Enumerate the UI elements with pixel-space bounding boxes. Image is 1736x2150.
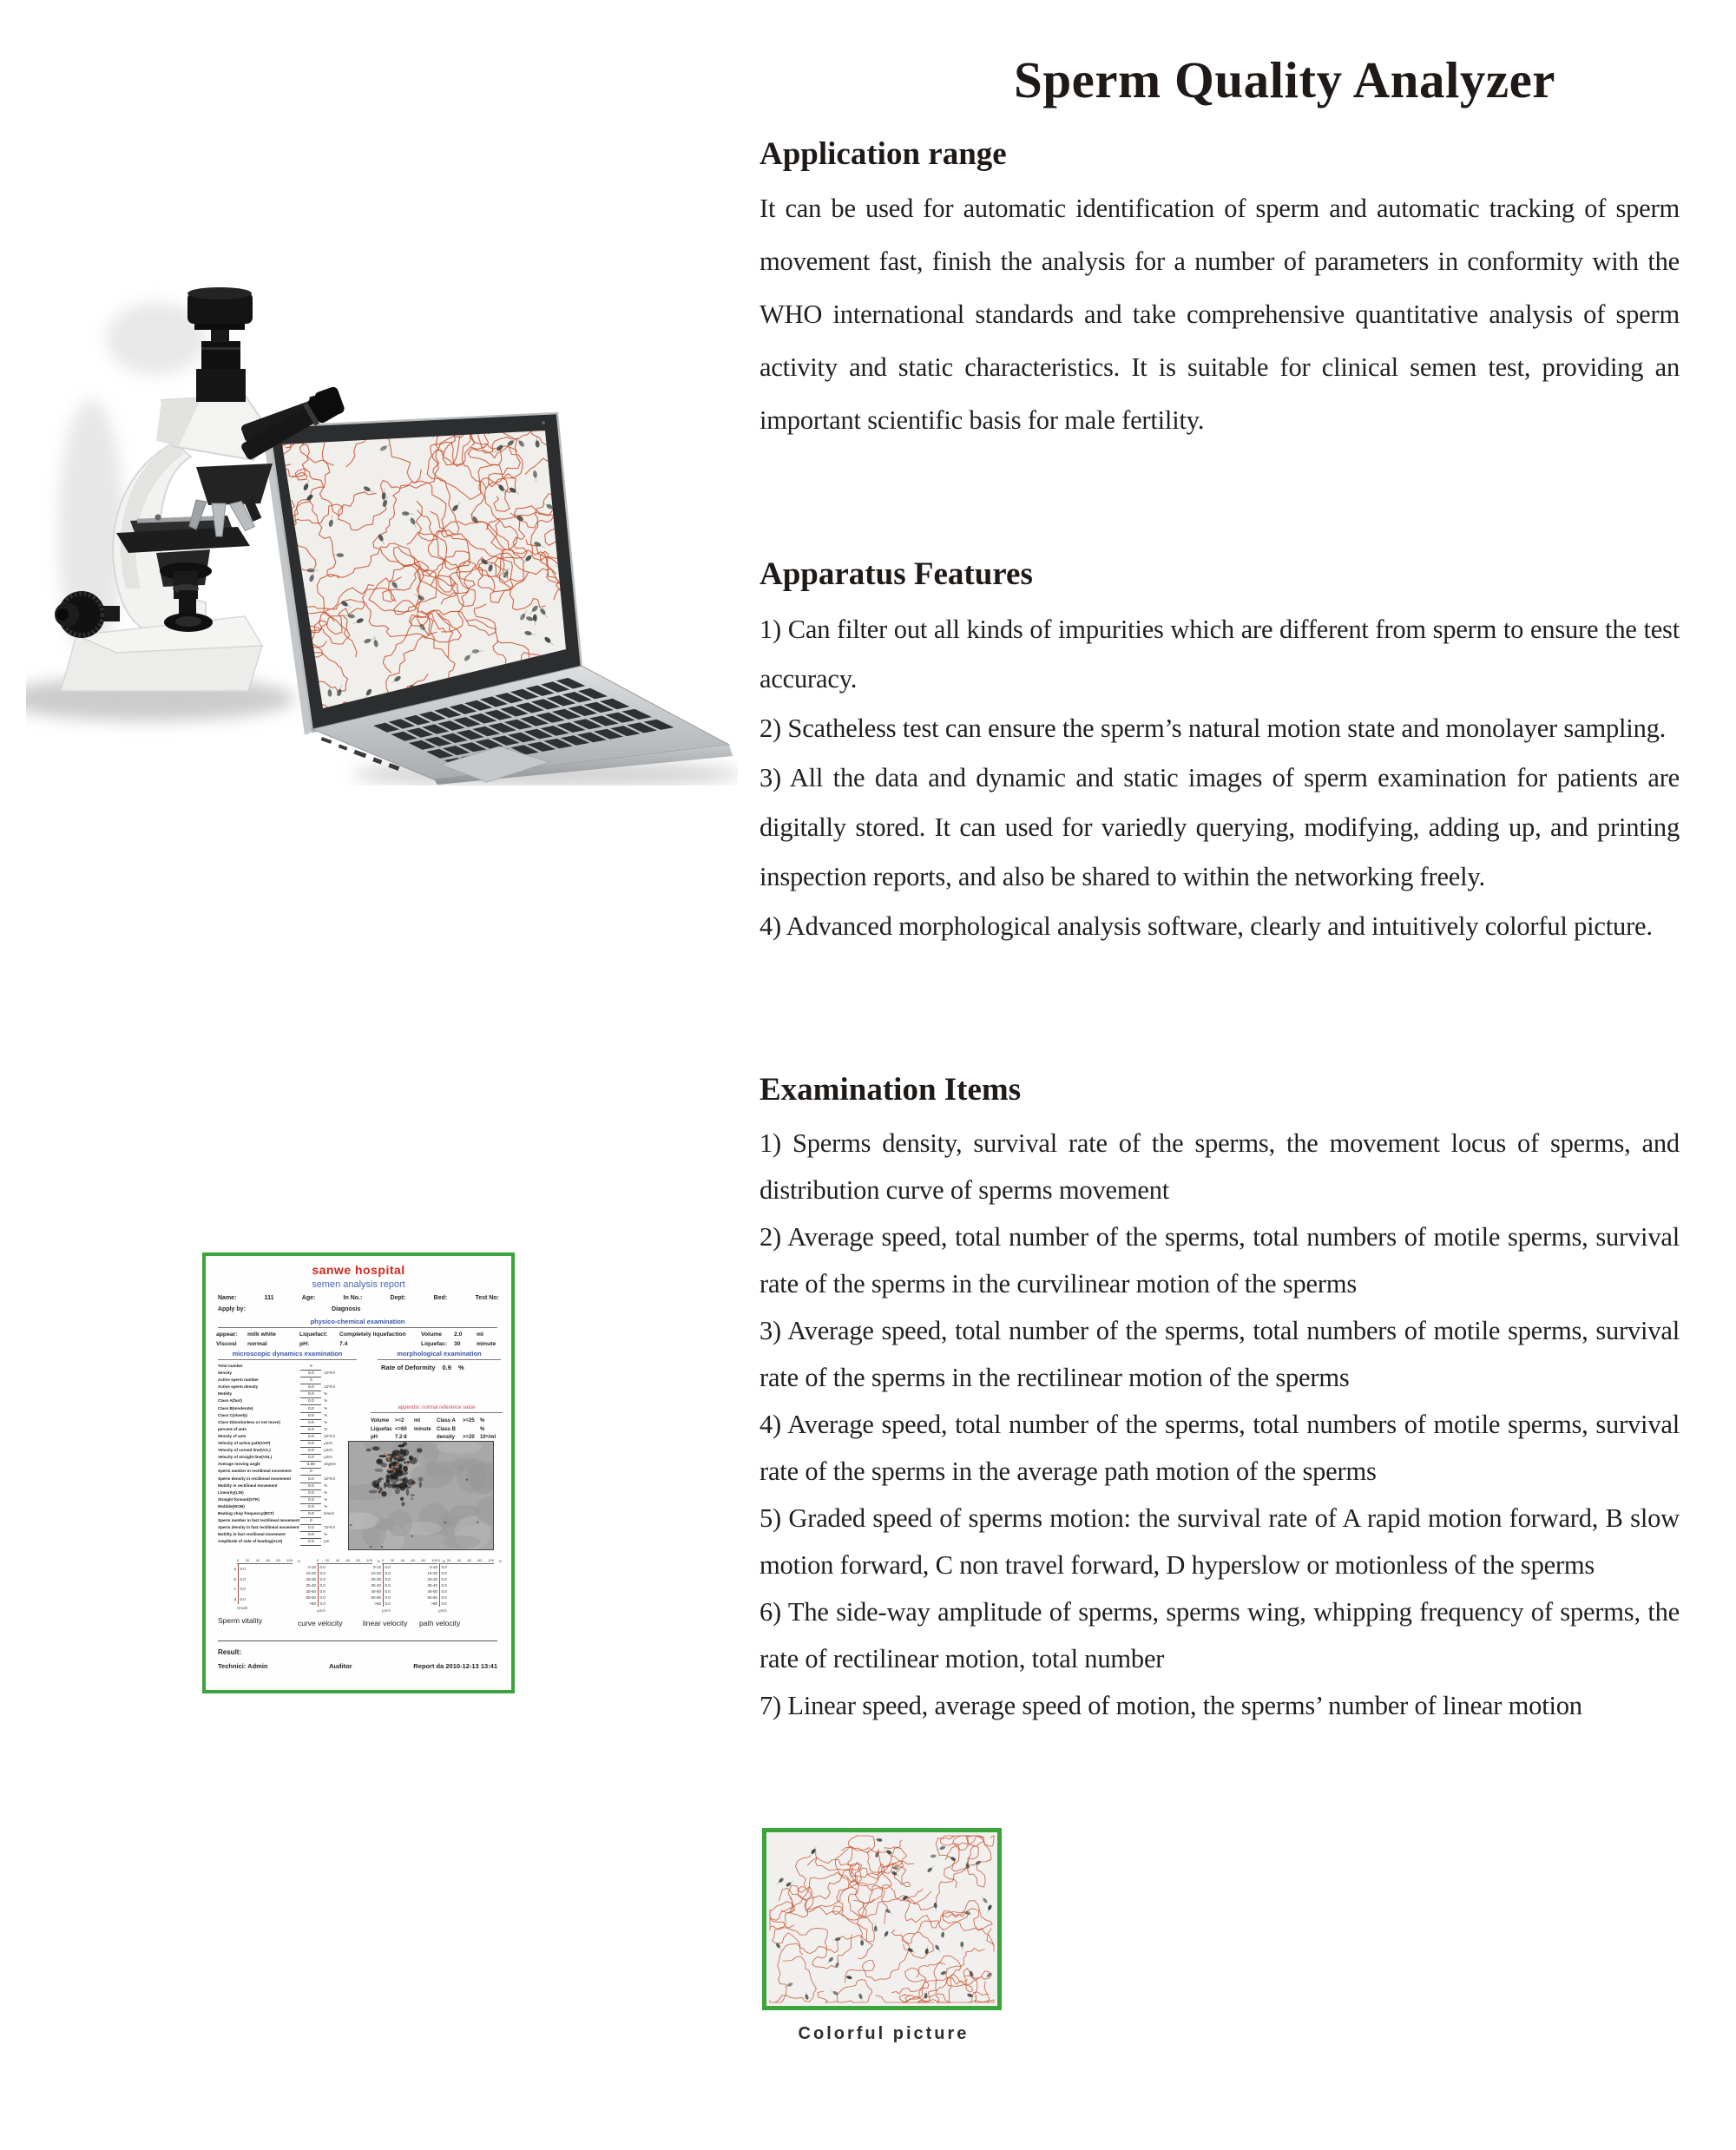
chart-unit: μm/s	[438, 1608, 447, 1613]
field: 7.2-8	[395, 1435, 407, 1440]
list-item: 3) Average speed, total number of the sperms, total numbers of motile sperms, survival rate of the sperms in the rectilinear motion of the sperms	[760, 1316, 1680, 1392]
param-value: 0.0	[300, 1526, 321, 1532]
chart-row-label: 10-20	[298, 1570, 319, 1576]
reference-row	[371, 1417, 504, 1426]
field: 7.4	[339, 1341, 348, 1347]
param-row	[218, 1483, 350, 1490]
field: 30	[454, 1341, 461, 1347]
param-unit: μm/s	[324, 1455, 332, 1460]
axis-tick: 40	[457, 1558, 462, 1562]
param-row	[218, 1441, 350, 1448]
sperm-tracks-image	[766, 1832, 997, 2006]
chart-row-value: 0.0	[441, 1577, 447, 1581]
param-value: 0.0	[300, 1477, 321, 1483]
chart-row-label: >60	[419, 1601, 440, 1607]
list-item: 6) The side-way amplitude of sperms, sperms wing, whipping frequency of sperms, the rate of rectilinear motion, total number	[760, 1597, 1680, 1673]
chart-row-value: 0.0	[385, 1565, 391, 1569]
axis-unit: %	[297, 1559, 300, 1563]
page-title: Sperm Quality Analyzer	[1014, 51, 1555, 108]
field: >=20	[463, 1435, 475, 1440]
field: minute	[477, 1341, 496, 1347]
chart-row-value: 0.0	[385, 1583, 391, 1588]
param-label: percent of ants	[218, 1426, 247, 1431]
axis-tick: 60	[345, 1558, 350, 1562]
field: Volume	[371, 1418, 390, 1423]
param-value: 0.0	[300, 1392, 321, 1398]
axis-unit: %	[442, 1559, 445, 1563]
param-row	[218, 1371, 350, 1377]
chart-row-label: 40-50	[298, 1588, 319, 1594]
chart-row-value: 0.0	[385, 1601, 391, 1606]
param-label: Sperm number in rectilineal movement	[218, 1469, 292, 1474]
reference-row	[371, 1426, 504, 1435]
axis-tick: 80	[276, 1558, 280, 1562]
field: Report da 2010-12-13 13:41	[413, 1662, 497, 1670]
param-label: Motility in rectilineal movement	[218, 1483, 278, 1488]
chart-row	[419, 1570, 499, 1576]
field: <=60	[395, 1426, 407, 1432]
param-label: Beating chop frequency(BCF)	[218, 1510, 274, 1516]
param-unit: time/s	[324, 1510, 334, 1516]
field: >=25	[463, 1418, 475, 1423]
report-header-fields	[218, 1295, 499, 1301]
chart-row-label: 0-10	[419, 1564, 440, 1570]
field: Viscosi	[216, 1341, 237, 1347]
chart-row	[218, 1564, 298, 1575]
param-row	[218, 1490, 350, 1497]
param-row	[218, 1476, 350, 1483]
chart-row-value: 0.0	[240, 1576, 246, 1581]
application-range-text: It can be used for automatic identification of sperm and automatic tracking of sperm movement fast, finish the analysis for a number of parameters in conformity with the WHO international standards and take comprehensive quantitative analysis of sperm activity and static characteristics. It is suitable for clinical semen test, providing an important scientific basis for male fertility.	[760, 194, 1680, 435]
param-value: 0	[300, 1364, 321, 1371]
field: Liquefac:	[421, 1341, 448, 1347]
axis-tick: 20	[390, 1558, 395, 1562]
param-unit: %	[324, 1532, 328, 1537]
list-item: 7) Linear speed, average speed of motion, the sperms’ number of linear motion	[760, 1691, 1582, 1720]
chart-title: Sperm vitality	[218, 1616, 263, 1625]
examination-items-list	[760, 1120, 1680, 1729]
param-value: 0	[300, 1469, 321, 1476]
param-row	[218, 1420, 350, 1427]
axis-tick: 80	[477, 1558, 482, 1562]
apparatus-features-heading: Apparatus Features	[760, 556, 1033, 592]
chart-unit: μm/s	[317, 1608, 326, 1613]
param-unit: degree	[324, 1462, 336, 1467]
field: 2.0	[454, 1331, 463, 1338]
param-row	[218, 1384, 350, 1391]
chart-row-value: 0.0	[319, 1595, 326, 1600]
deformity-label: Rate of Deformity	[381, 1364, 436, 1371]
field: Bed:	[433, 1295, 448, 1301]
field: Test No:	[475, 1295, 499, 1301]
field: Age:	[301, 1295, 316, 1301]
param-unit: μm	[324, 1539, 330, 1544]
chart-row	[218, 1584, 298, 1594]
chart-row	[218, 1575, 298, 1585]
param-value: 0.0	[300, 1533, 321, 1539]
field: Name:	[218, 1295, 237, 1301]
chart-row-value: 0.0	[240, 1567, 246, 1571]
param-value: 0.0	[300, 1442, 321, 1448]
field: %	[480, 1426, 485, 1432]
field: Class A	[437, 1418, 456, 1423]
field: In No.:	[343, 1295, 363, 1301]
param-row	[218, 1377, 350, 1384]
param-row	[218, 1406, 350, 1413]
field	[463, 1426, 480, 1435]
axis-tick: 80	[356, 1558, 360, 1562]
field: 111	[264, 1295, 274, 1301]
axis-tick: 80	[421, 1558, 425, 1562]
laptop	[262, 413, 733, 785]
axis-tick: 40	[335, 1558, 340, 1562]
param-unit: 10⁶/ml	[324, 1371, 335, 1376]
chart-axis	[438, 1558, 502, 1564]
axis-tick: 0	[237, 1558, 240, 1562]
chart-row-value: 0.0	[441, 1589, 447, 1594]
param-value: 0.0	[300, 1484, 321, 1490]
param-row	[218, 1448, 350, 1455]
param-row	[218, 1532, 350, 1539]
param-row	[218, 1434, 350, 1441]
field: Auditor	[329, 1662, 352, 1670]
microscope-laptop-image	[26, 243, 738, 786]
param-row	[218, 1413, 350, 1420]
report-subtitle: semen analysis report	[312, 1279, 405, 1290]
chart-row-label: 0-10	[363, 1564, 384, 1570]
param-label: density of ants	[218, 1433, 247, 1438]
axis-tick: 40	[255, 1558, 260, 1562]
chart-row-label: 20-30	[363, 1576, 384, 1582]
param-label: Class D(motionless or not move)	[218, 1419, 280, 1424]
param-unit: %	[324, 1419, 328, 1424]
chart-row-label: 50-60	[363, 1594, 384, 1601]
apply-by-label: Apply by:	[218, 1306, 246, 1312]
param-value: 0.0	[300, 1399, 321, 1405]
param-unit: %	[324, 1391, 328, 1397]
param-label: Velocity of active path(VAP)	[218, 1441, 271, 1446]
colorful-picture-caption: Colorful picture	[798, 2024, 970, 2043]
axis-tick: 100	[286, 1558, 293, 1562]
param-unit: 10⁶/ml	[324, 1525, 335, 1530]
chart-row-label: 50-60	[298, 1594, 319, 1601]
result-label: Result:	[218, 1648, 242, 1656]
field: ml	[477, 1331, 483, 1338]
chart-row-value: 0.0	[319, 1565, 326, 1569]
param-unit: %	[324, 1405, 328, 1410]
chart-title: linear velocity	[363, 1619, 408, 1627]
list-item: 2) Scatheless test can ensure the sperm’s natural motion state and monolayer sampling.	[760, 713, 1667, 743]
chart-row-value: 0.0	[385, 1571, 391, 1575]
field: Class B	[437, 1426, 457, 1432]
axis-tick: 100	[366, 1558, 372, 1562]
chart-row-label: a	[218, 1564, 239, 1575]
field: minute	[414, 1426, 431, 1432]
axis-tick: 60	[467, 1558, 471, 1562]
param-value: 0.00	[300, 1463, 321, 1469]
chart-row-value: 0.0	[441, 1595, 447, 1600]
chart-row	[419, 1564, 499, 1570]
field: Liquefac	[371, 1426, 392, 1432]
chart-axis	[237, 1558, 300, 1564]
reference-values	[371, 1417, 504, 1443]
param-unit: %	[324, 1496, 328, 1502]
chart-row-label: 20-30	[298, 1576, 319, 1582]
param-value: 0.0	[300, 1505, 321, 1511]
param-label: Motility	[218, 1391, 233, 1397]
axis-tick: 0	[438, 1558, 441, 1562]
chart-row-label: b	[218, 1575, 239, 1585]
axis-unit: %	[377, 1559, 380, 1563]
chart-row	[419, 1601, 499, 1607]
microscopic-section-title: microscopic dynamics examination	[218, 1350, 357, 1360]
morphological-section-title: morphological examination	[378, 1350, 501, 1360]
param-label: Total number	[218, 1364, 243, 1368]
field: ml	[414, 1418, 421, 1423]
param-label: Velocity of curved line(VCL)	[218, 1448, 271, 1453]
diagnosis-label: Diagnosis	[332, 1306, 361, 1312]
chart-unit: μm/s	[382, 1608, 391, 1613]
axis-tick: 60	[266, 1558, 270, 1562]
chart-row-value: 0.0	[385, 1577, 391, 1581]
param-row	[218, 1364, 350, 1371]
param-label: Velocity of straight line(VSL)	[218, 1455, 273, 1460]
chart-row-value: 0.0	[319, 1571, 326, 1575]
axis-tick: 60	[411, 1558, 415, 1562]
field: Dept:	[390, 1295, 406, 1301]
param-value: 0.0	[300, 1371, 321, 1377]
param-row	[218, 1525, 350, 1532]
param-label: Sperm number in fast rectilineal movement	[218, 1518, 300, 1523]
chart-title: curve velocity	[298, 1619, 343, 1627]
axis-tick: 100	[431, 1558, 437, 1562]
microscopy-thumbnail-image	[348, 1441, 494, 1550]
param-label: Straight forward(STR)	[218, 1496, 260, 1502]
param-row	[218, 1504, 350, 1511]
chart-row-label: c	[218, 1584, 239, 1594]
param-value: 0	[300, 1378, 321, 1384]
param-value: 0.0	[300, 1540, 321, 1546]
chart-row-value: 0.0	[441, 1571, 447, 1575]
list-item: 3) All the data and dynamic and static images of sperm examination for patients are digitally stored. It can used for variedly querying, modifying, adding up, and printing inspection reports, and also be shared to within the networking freely.	[760, 763, 1680, 891]
webcam-icon	[542, 421, 545, 424]
param-row	[218, 1497, 350, 1504]
report-apply-row	[218, 1306, 499, 1312]
param-value: 0.0	[300, 1435, 321, 1441]
deformity-value: 0.9	[442, 1364, 451, 1371]
mini-chart	[218, 1558, 298, 1625]
chart-row-value: 0.0	[385, 1595, 391, 1600]
param-label: Linearity(LIN)	[218, 1489, 244, 1495]
param-label: Class C(slowly)	[218, 1412, 247, 1417]
param-unit: %	[324, 1489, 328, 1495]
application-range-heading: Application range	[760, 136, 1007, 172]
mini-chart	[419, 1558, 502, 1627]
param-unit: 10⁶/ml	[324, 1384, 335, 1390]
chart-unit: Grade	[237, 1606, 248, 1610]
param-value: 0.0	[300, 1491, 321, 1497]
axis-tick: 20	[446, 1558, 451, 1562]
axis-tick: 20	[245, 1558, 250, 1562]
param-label: Average moving angle	[218, 1462, 260, 1467]
field: >=2	[395, 1418, 404, 1423]
list-item: 4) Advanced morphological analysis software, clearly and intuitively colorful picture.	[760, 911, 1653, 941]
param-value: 0.0	[300, 1414, 321, 1420]
chart-row-label: d	[218, 1594, 239, 1605]
field: Liquefact:	[299, 1331, 328, 1338]
param-label: density	[218, 1371, 233, 1376]
param-label: Active sperm number	[218, 1377, 259, 1383]
param-row	[218, 1455, 350, 1462]
param-unit: %	[324, 1426, 328, 1431]
field: %	[480, 1418, 485, 1423]
param-unit: %	[324, 1412, 328, 1417]
field: Technici: Admin	[218, 1662, 268, 1670]
chart-row	[419, 1576, 499, 1582]
axis-unit: %	[498, 1559, 502, 1563]
axis-tick: 100	[488, 1558, 494, 1562]
axis-tick: 40	[400, 1558, 405, 1562]
divider	[218, 1640, 497, 1641]
param-label: Active sperm density	[218, 1384, 259, 1390]
param-value: 0	[300, 1519, 321, 1525]
axis-tick: 20	[325, 1558, 330, 1562]
param-unit: %	[324, 1483, 328, 1488]
chart-row	[419, 1594, 499, 1601]
param-value: 0.0	[300, 1456, 321, 1462]
report-signers	[218, 1662, 497, 1670]
param-value: 0.0	[300, 1498, 321, 1504]
chart-row	[419, 1582, 499, 1588]
field: milk white	[247, 1331, 276, 1338]
param-unit: %	[324, 1398, 328, 1404]
chart-row-label: 30-40	[419, 1582, 440, 1588]
field: normal	[247, 1341, 267, 1347]
list-item: 5) Graded speed of sperms motion: the survival rate of A rapid motion forward, B slow motion forward, C non travel forward, D hyperslow or motionless of the sperms	[760, 1503, 1680, 1580]
param-value: 0.0	[300, 1407, 321, 1413]
param-label: Class A(fast)	[218, 1398, 242, 1404]
chart-row-label: 20-30	[419, 1576, 440, 1582]
param-label: Class B(moderate)	[218, 1405, 253, 1410]
chart-row-label: >60	[363, 1601, 384, 1607]
param-unit: 10⁶/ml	[324, 1476, 335, 1481]
axis-tick: 0	[317, 1558, 319, 1562]
list-item: 1) Can filter out all kinds of impurities which are different from sperm to ensure the test accuracy.	[760, 615, 1680, 694]
chart-row-label: 40-50	[363, 1588, 384, 1594]
chart-row-value: 0.0	[319, 1589, 326, 1594]
list-item: 2) Average speed, total number of the sperms, total numbers of motile sperms, survival rate of the sperms in the curvilinear motion of the sperms	[760, 1222, 1680, 1299]
appendix-title: appendix: normal reference value	[371, 1405, 503, 1413]
param-unit: 10⁶/ml	[324, 1433, 335, 1438]
examination-items-heading: Examination Items	[760, 1072, 1022, 1108]
param-value: 0.0	[300, 1449, 321, 1455]
deformity-unit: %	[457, 1364, 464, 1371]
phys-row	[216, 1339, 501, 1349]
param-value: 0.0	[300, 1385, 321, 1391]
param-row	[218, 1469, 350, 1476]
chart-row-label: 30-40	[298, 1582, 319, 1588]
apparatus-features-list	[760, 605, 1680, 951]
chart-row-value: 0.0	[319, 1601, 326, 1606]
field: density	[437, 1435, 456, 1440]
field: Completely liquefaction	[339, 1331, 406, 1338]
chart-row-value: 0.0	[319, 1583, 326, 1588]
list-item: 4) Average speed, total number of the sperms, total numbers of motile sperms, survival rate of the sperms in the average path motion of the sperms	[760, 1410, 1680, 1486]
field: pH	[371, 1435, 378, 1440]
physico-chemical-section-title: physico-chemical examination	[218, 1318, 497, 1328]
axis-tick: 0	[382, 1558, 385, 1562]
chart-row-value: 0.0	[441, 1583, 447, 1588]
chart-row-value: 0.0	[240, 1587, 246, 1591]
param-unit: μm/s	[324, 1448, 332, 1453]
field: appear:	[216, 1331, 238, 1338]
chart-row-value: 0.0	[385, 1589, 391, 1594]
param-row	[218, 1518, 350, 1525]
report-hospital-name: sanwe hospital	[312, 1263, 405, 1277]
field: pH:	[299, 1341, 310, 1347]
param-row	[218, 1391, 350, 1398]
param-value: 0.0	[300, 1428, 321, 1434]
param-label: Motility in fast rectilineal movement	[218, 1532, 286, 1537]
param-value: 0.0	[300, 1421, 321, 1427]
phys-row	[216, 1330, 501, 1339]
chart-row-label: 30-40	[363, 1582, 384, 1588]
field: 10⁶/ml	[480, 1435, 496, 1440]
list-item: 1) Sperms density, survival rate of the sperms, the movement locus of sperms, and distribution curve of sperms movement	[760, 1128, 1680, 1205]
rate-of-deformity	[381, 1364, 464, 1371]
chart-row-value: 0.0	[240, 1596, 246, 1601]
semen-analysis-report	[202, 1253, 515, 1693]
chart-row-value: 0.0	[319, 1577, 326, 1581]
param-label: Wobble(WOB)	[218, 1503, 245, 1509]
param-value: 0.0	[300, 1512, 321, 1518]
chart-row-value: 0.0	[441, 1565, 447, 1569]
chart-row-value: 0.0	[441, 1601, 447, 1606]
chart-row-label: >60	[298, 1601, 319, 1607]
chart-row	[218, 1594, 298, 1605]
colorful-picture	[762, 1828, 1002, 2010]
param-row	[218, 1398, 350, 1405]
param-label: Sperm density in fast rectilineal movement	[218, 1525, 299, 1530]
param-row	[218, 1427, 350, 1434]
field: Volume	[421, 1331, 443, 1338]
chart-row	[419, 1588, 499, 1594]
param-label: Amplitude of side of beating(ALH)	[218, 1539, 283, 1544]
param-row	[218, 1511, 350, 1518]
chart-title: path velocity	[419, 1619, 461, 1627]
chart-row-label: 10-20	[419, 1570, 440, 1576]
chart-row-label: 10-20	[363, 1570, 384, 1576]
param-label: Sperm density in rectilineal movement	[218, 1476, 291, 1481]
chart-row-label: 50-60	[419, 1594, 440, 1601]
param-row	[218, 1462, 350, 1469]
chart-row-label: 0-10	[298, 1564, 319, 1570]
param-row	[218, 1539, 350, 1546]
chart-row-label: 40-50	[419, 1588, 440, 1594]
param-unit: μm/s	[324, 1441, 332, 1446]
physico-chemical-rows	[216, 1330, 501, 1349]
param-unit: %	[324, 1503, 328, 1509]
report-params	[218, 1364, 350, 1546]
